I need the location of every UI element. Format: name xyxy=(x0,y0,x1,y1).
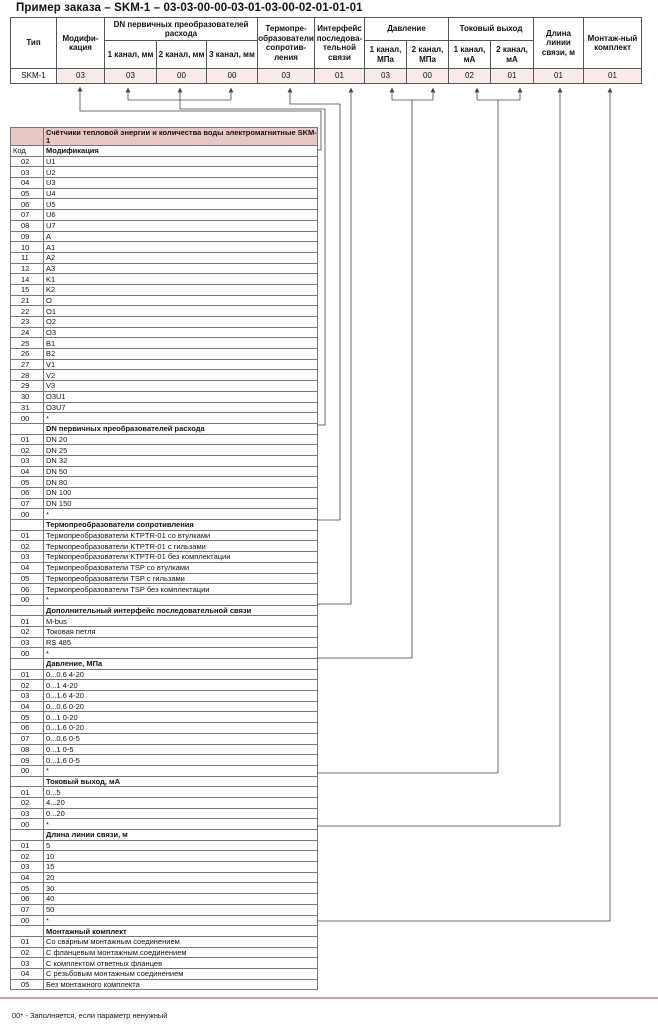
row-code: 02 xyxy=(11,680,44,691)
row-code: 03 xyxy=(11,167,44,178)
row-description: 40 xyxy=(44,894,318,905)
row-description: 0...0.6 0-5 xyxy=(44,733,318,744)
row-description: DN 32 xyxy=(44,455,318,466)
row-description: * xyxy=(44,413,318,424)
header-dn-1: 1 канал, мм xyxy=(105,41,157,69)
connector-pressure xyxy=(317,100,412,658)
section-title: Дополнительный интерфейс последовательной связи xyxy=(44,605,318,616)
header-pressure-1: 1 канал, МПа xyxy=(365,41,407,69)
row-code: 11 xyxy=(11,252,44,263)
header-line-length: Длина линии связи, м xyxy=(534,18,584,69)
row-description: DN 100 xyxy=(44,488,318,499)
row-code: 12 xyxy=(11,263,44,274)
row-code: 05 xyxy=(11,477,44,488)
section-title: DN первичных преобразователей расхода xyxy=(44,423,318,434)
row-code: 28 xyxy=(11,370,44,381)
connector-mount xyxy=(317,90,610,921)
row-description: Без монтажного комплекта xyxy=(44,979,318,990)
section-title: Давление, МПа xyxy=(44,659,318,670)
connector-interface xyxy=(317,90,351,604)
codes-table-title: Счётчики тепловой энергии и количества воды электромагнитные SKM-1 xyxy=(44,128,318,146)
row-description: 0...0.6 0-20 xyxy=(44,701,318,712)
row-code: 26 xyxy=(11,349,44,360)
row-code: 00 xyxy=(11,413,44,424)
row-description: 5 xyxy=(44,840,318,851)
row-code: 03 xyxy=(11,691,44,702)
row-description: С резьбовым монтажным соединением xyxy=(44,968,318,979)
section-title: Термопреобразователи сопротивления xyxy=(44,520,318,531)
row-code: 29 xyxy=(11,381,44,392)
row-description: 30 xyxy=(44,883,318,894)
row-code: 27 xyxy=(11,359,44,370)
header-pressure-2: 2 канал, МПа xyxy=(407,41,449,69)
connector-dn xyxy=(180,100,325,425)
row-description: U6 xyxy=(44,210,318,221)
row-code: 01 xyxy=(11,787,44,798)
row-code: 02 xyxy=(11,445,44,456)
row-code: 06 xyxy=(11,584,44,595)
header-type: Тип xyxy=(11,18,57,69)
row-description: O1 xyxy=(44,306,318,317)
row-description: Термопреобразователи KTPTR-01 без комплектации xyxy=(44,552,318,563)
row-code: 04 xyxy=(11,466,44,477)
row-code: 24 xyxy=(11,327,44,338)
row-description: * xyxy=(44,509,318,520)
row-description: * xyxy=(44,765,318,776)
row-description: 10 xyxy=(44,851,318,862)
row-description: Термопреобразователи TSP без комплектации xyxy=(44,584,318,595)
row-code: 01 xyxy=(11,669,44,680)
row-description: O3U7 xyxy=(44,402,318,413)
connector-current xyxy=(317,100,498,773)
row-description: K1 xyxy=(44,274,318,285)
row-code: 10 xyxy=(11,242,44,253)
row-code: 02 xyxy=(11,156,44,167)
value-interface: 01 xyxy=(315,69,365,84)
row-description: DN 25 xyxy=(44,445,318,456)
row-code: 04 xyxy=(11,701,44,712)
header-dn: DN первичных преобразователей расхода xyxy=(105,18,258,41)
row-description: 0...20 xyxy=(44,808,318,819)
row-description: B1 xyxy=(44,338,318,349)
row-description: 0...0.6 4-20 xyxy=(44,669,318,680)
section-title: Токовый выход, мА xyxy=(44,776,318,787)
row-code: 01 xyxy=(11,434,44,445)
row-code: 09 xyxy=(11,231,44,242)
row-code: 00 xyxy=(11,594,44,605)
value-modification: 03 xyxy=(57,69,105,84)
row-description: V2 xyxy=(44,370,318,381)
row-description: 0...5 xyxy=(44,787,318,798)
row-code: 01 xyxy=(11,840,44,851)
row-description: DN 50 xyxy=(44,466,318,477)
row-code: 07 xyxy=(11,904,44,915)
row-code: 05 xyxy=(11,712,44,723)
row-code: 06 xyxy=(11,488,44,499)
row-code: 02 xyxy=(11,541,44,552)
connector-thermo xyxy=(290,90,340,520)
row-description: DN 150 xyxy=(44,498,318,509)
row-description: 0...1.6 4-20 xyxy=(44,691,318,702)
row-code: 03 xyxy=(11,862,44,873)
header-modification: Модифи-кация xyxy=(57,18,105,69)
row-description: RS 485 xyxy=(44,637,318,648)
row-description: V1 xyxy=(44,359,318,370)
row-code: 03 xyxy=(11,958,44,969)
row-code: 08 xyxy=(11,744,44,755)
section-title: Модификация xyxy=(44,146,318,157)
row-description: A2 xyxy=(44,252,318,263)
header-pressure: Давление xyxy=(365,18,449,41)
row-code: 05 xyxy=(11,979,44,990)
row-description: 4...20 xyxy=(44,797,318,808)
kod-header: Код xyxy=(11,146,44,157)
row-description: DN 20 xyxy=(44,434,318,445)
value-line-length: 01 xyxy=(534,69,584,84)
row-description: 0...1 4-20 xyxy=(44,680,318,691)
row-code: 21 xyxy=(11,295,44,306)
row-code: 02 xyxy=(11,797,44,808)
row-code: 07 xyxy=(11,498,44,509)
row-description: DN 80 xyxy=(44,477,318,488)
value-current-2: 01 xyxy=(491,69,534,84)
row-code: 04 xyxy=(11,562,44,573)
row-description: U3 xyxy=(44,178,318,189)
section-title: Длина линии связи, м xyxy=(44,830,318,841)
row-description: * xyxy=(44,915,318,926)
header-current: Токовый выход xyxy=(449,18,534,41)
footnote: 00* - Заполняется, если параметр ненужный xyxy=(12,1011,168,1020)
section-title: Монтажный комплект xyxy=(44,926,318,937)
row-code: 04 xyxy=(11,872,44,883)
row-description: A1 xyxy=(44,242,318,253)
row-description: U5 xyxy=(44,199,318,210)
row-description: 20 xyxy=(44,872,318,883)
row-description: 0...1 0-20 xyxy=(44,712,318,723)
row-description: M-bus xyxy=(44,616,318,627)
value-dn-3: 00 xyxy=(207,69,258,84)
row-description: 50 xyxy=(44,904,318,915)
row-description: 0...1.6 0-20 xyxy=(44,723,318,734)
row-code: 05 xyxy=(11,573,44,584)
row-code: 05 xyxy=(11,188,44,199)
row-code: 15 xyxy=(11,284,44,295)
connector-modification xyxy=(80,89,321,150)
header-mount: Монтаж-ный комплект xyxy=(584,18,642,69)
row-code: 02 xyxy=(11,851,44,862)
row-description: 0...1.6 0-5 xyxy=(44,755,318,766)
row-description: Термопреобразователи KTPTR-01 с гильзами xyxy=(44,541,318,552)
header-dn-2: 2 канал, мм xyxy=(157,41,207,69)
value-mount: 01 xyxy=(584,69,642,84)
row-description: U1 xyxy=(44,156,318,167)
header-current-2: 2 канал, мА xyxy=(491,41,534,69)
row-code: 25 xyxy=(11,338,44,349)
row-description: O2 xyxy=(44,317,318,328)
row-description: Термопреобразователи TSP с гильзами xyxy=(44,573,318,584)
row-description: 0...1 0-5 xyxy=(44,744,318,755)
row-code: 06 xyxy=(11,894,44,905)
row-code: 01 xyxy=(11,936,44,947)
row-code: 03 xyxy=(11,808,44,819)
row-description: B2 xyxy=(44,349,318,360)
header-thermo: Термопре-образователи сопротив-ления xyxy=(258,18,315,69)
row-description: * xyxy=(44,819,318,830)
header-interface: Интерфейс последова-тельной связи xyxy=(315,18,365,69)
row-description: Термопреобразователи TSP со втулками xyxy=(44,562,318,573)
row-description: * xyxy=(44,648,318,659)
row-code: 22 xyxy=(11,306,44,317)
row-description: 15 xyxy=(44,862,318,873)
row-code: 30 xyxy=(11,391,44,402)
value-dn-2: 00 xyxy=(157,69,207,84)
row-code: 04 xyxy=(11,178,44,189)
row-code: 03 xyxy=(11,552,44,563)
header-dn-3: 3 канал, мм xyxy=(207,41,258,69)
row-code: 02 xyxy=(11,626,44,637)
row-code: 00 xyxy=(11,765,44,776)
row-code: 01 xyxy=(11,616,44,627)
row-code: 09 xyxy=(11,755,44,766)
value-pressure-2: 00 xyxy=(407,69,449,84)
row-code: 23 xyxy=(11,317,44,328)
row-code: 03 xyxy=(11,455,44,466)
row-description: U2 xyxy=(44,167,318,178)
row-code: 31 xyxy=(11,402,44,413)
row-code: 04 xyxy=(11,968,44,979)
value-dn-1: 03 xyxy=(105,69,157,84)
page-title: Пример заказа – SKM-1 – 03-03-00-00-03-01-03-00-02-01-01-01 xyxy=(16,2,363,14)
row-code: 03 xyxy=(11,637,44,648)
connector-line-length xyxy=(317,90,560,826)
value-pressure-1: 03 xyxy=(365,69,407,84)
row-code: 06 xyxy=(11,723,44,734)
row-description: O3 xyxy=(44,327,318,338)
row-description: U7 xyxy=(44,220,318,231)
row-description: С комплектом ответных фланцев xyxy=(44,958,318,969)
value-current-1: 02 xyxy=(449,69,491,84)
row-code: 01 xyxy=(11,530,44,541)
value-thermo: 03 xyxy=(258,69,315,84)
row-description: O3U1 xyxy=(44,391,318,402)
row-code: 07 xyxy=(11,210,44,221)
row-code: 02 xyxy=(11,947,44,958)
row-description: A3 xyxy=(44,263,318,274)
row-description: U4 xyxy=(44,188,318,199)
row-code: 00 xyxy=(11,509,44,520)
row-code: 06 xyxy=(11,199,44,210)
row-code: 07 xyxy=(11,733,44,744)
row-code: 00 xyxy=(11,819,44,830)
row-description: С фланцевым монтажным соединением xyxy=(44,947,318,958)
row-code: 05 xyxy=(11,883,44,894)
row-description: K2 xyxy=(44,284,318,295)
row-description: V3 xyxy=(44,381,318,392)
row-code: 08 xyxy=(11,220,44,231)
row-description: * xyxy=(44,594,318,605)
header-current-1: 1 канал, мА xyxy=(449,41,491,69)
row-code: 00 xyxy=(11,648,44,659)
row-code: 14 xyxy=(11,274,44,285)
row-description: Со сварным монтажным соединением xyxy=(44,936,318,947)
row-description: Термопреобразователи KTPTR-01 со втулками xyxy=(44,530,318,541)
row-code: 00 xyxy=(11,915,44,926)
divider xyxy=(0,997,658,999)
row-description: Токовая петля xyxy=(44,626,318,637)
row-description: O xyxy=(44,295,318,306)
row-description: A xyxy=(44,231,318,242)
value-type: SKM-1 xyxy=(11,69,57,84)
